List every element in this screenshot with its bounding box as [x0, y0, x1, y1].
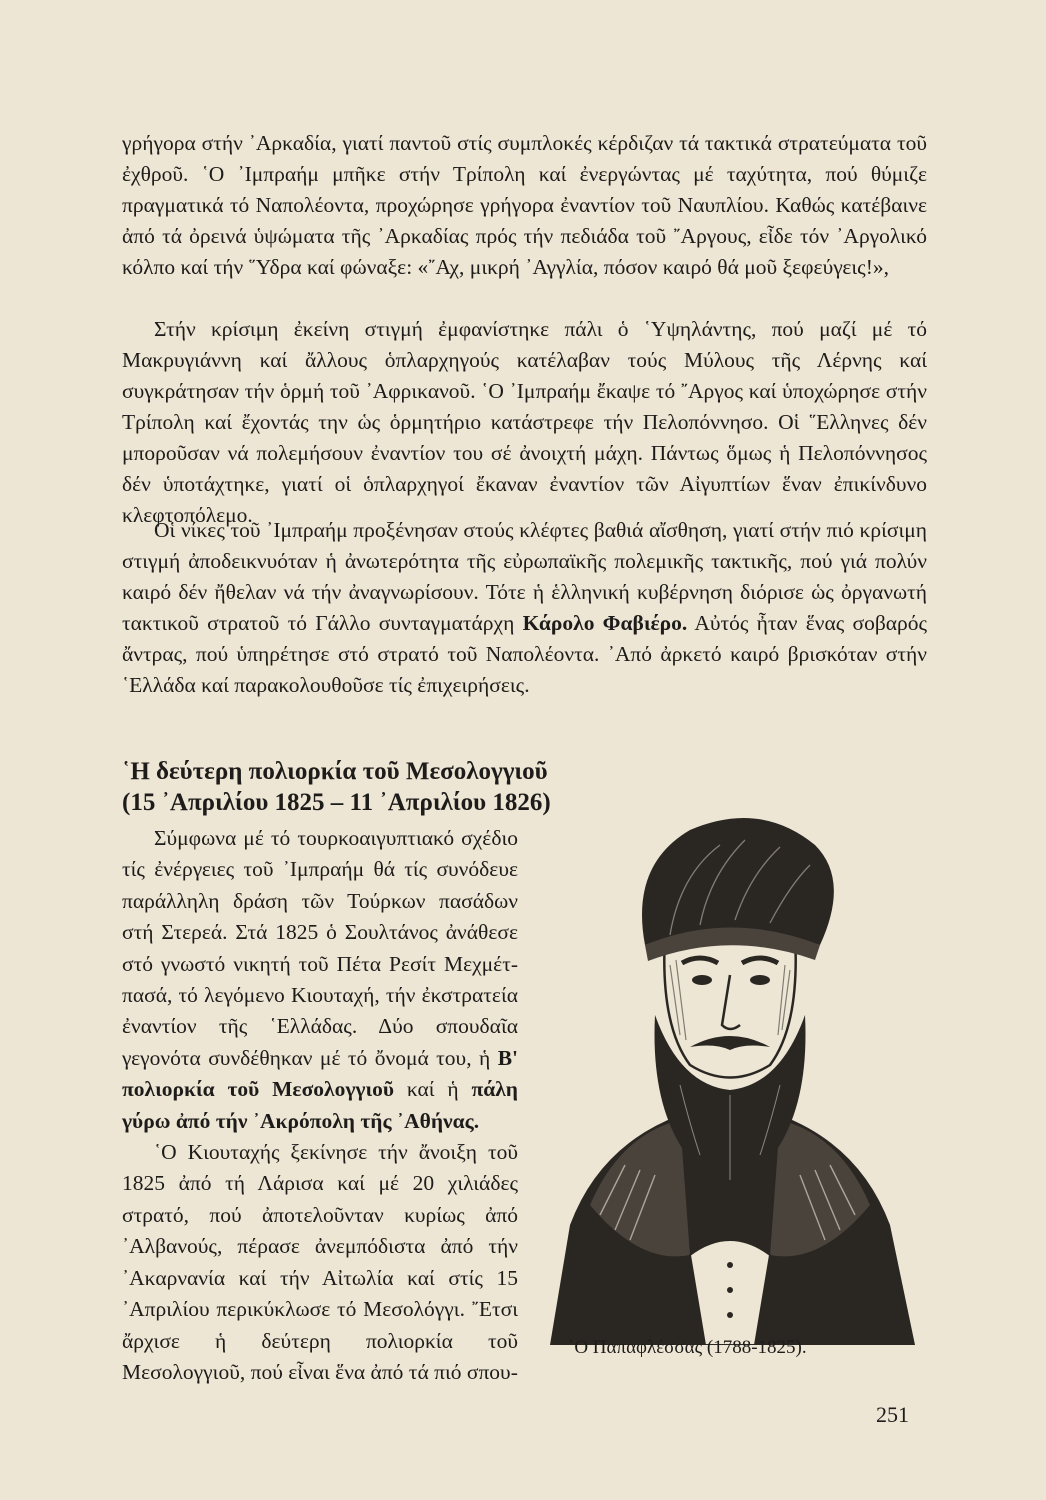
paragraph-2 [122, 314, 927, 531]
papaflessas-portrait-image [530, 785, 930, 1345]
section-body-text-and: καί ἡ [406, 1077, 459, 1102]
page-number: 251 [876, 1402, 909, 1427]
section-body [122, 823, 518, 1388]
section-heading [122, 756, 582, 818]
paragraph-3-text-a: Οἱ νίκες τοῦ ᾿Ιμπραήμ προξένησαν στούς κλέφτες βαθιά αἴσθηση, γιατί στήν πιό κρίσιμη στιγμή ἀποδεικνυόταν ἡ ἀνωτερότητα τῆς εὐρωπαϊκῆς πολεμικῆς τακτικῆς, πού γιά πολύν καιρό δέν ἤθελαν νά τήν ἀναγνωρίσουν. Τότε ἡ ἑλληνική κυβέρνηση διόρισε ὡς ὀργανωτή τακτικοῦ στρατοῦ τό Γάλλο συνταγματάρχη [122, 518, 927, 635]
portrait-illustration [530, 785, 930, 1345]
section-title-line-2: (15 ᾿Απριλίου 1825 – 11 ᾿Απριλίου 1826) [122, 789, 551, 816]
section-body-bold-2: πάλη γύρω ἀπό τήν ᾿Ακρόπολη τῆς ᾿Αθήνας. [122, 1077, 518, 1133]
portrait-caption: ῾Ο Παπαφλέσσας (1788-1825). [568, 1337, 807, 1358]
section-title-line-1: ῾Η δεύτερη πολιορκία τοῦ Μεσολογγιοῦ [122, 758, 548, 785]
paragraph-1 [122, 128, 927, 283]
paragraph-2-text: Στήν κρίσιμη ἐκείνη στιγμή ἐμφανίστηκε πάλι ὁ ῾Υψηλάντης, πού μαζί μέ τό Μακρυγιάννη καί ἄλλους ὁπλαρχηγούς κατέλαβαν τούς Μύλους τῆς Λέρνης καί συγκράτησαν τήν ὁρμή τοῦ ᾿Αφρικανοῦ. ῾Ο ᾿Ιμπραήμ ἔκαψε τό ῎Αργος καί ὑποχώρησε στήν Τρίπολη καί ἔχοντάς την ὡς ὁρμητήριο κατάστρεφε τήν Πελοπόννησο. Οἱ ῞Ελληνες δέν μποροῦσαν νά πολεμήσουν ἐναντίον του σέ ἀνοιχτή μάχη. Πάντως ὅμως ἡ Πελοπόννησος δέν ὑποτάχτηκε, γιατί οἱ ὁπλαρχηγοί ἔκαναν ἐναντίον τῶν Αἰγυπτίων ἕναν ἐπικίνδυνο κλεφτοπόλεμο. [122, 317, 927, 527]
paragraph-3-bold-name: Κάρολο Φαβιέρο. [522, 611, 688, 635]
section-body-text-b: ῾Ο Κιουταχής ξεκίνησε τήν ἄνοιξη τοῦ 1825 ἀπό τή Λάρισα καί μέ 20 χιλιάδες στρατό, πού ἀποτελοῦνταν κυρίως ἀπό ᾿Αλβανούς, πέρασε ἀνεμπόδιστα ἀπό τήν ᾿Ακαρνανία καί τήν Αἰτωλία καί στίς 15 ᾿Απριλίου περικύκλωσε τό Μεσολόγγι. ῎Ετσι ἄρχισε ἡ δεύτερη πολιορκία τοῦ Μεσολογγιοῦ, πού εἶναι ἕνα ἀπό τά πιό σπου- [122, 1140, 518, 1384]
section-body-text-a: Σύμφωνα μέ τό τουρκοαιγυπτιακό σχέδιο τίς ἐνέργειες τοῦ ᾿Ιμπραήμ θά τίς συνόδευε παράλληλη δράση τῶν Τούρκων πασάδων στή Στερεά. Στά 1825 ὁ Σουλτάνος ἀνάθεσε στό γνωστό νικητή τοῦ Πέτα Ρεσίτ Μεχμέτ-πασά, τό λεγόμενο Κιουταχή, τήν ἐκστρατεία ἐναντίον τῆς ῾Ελλάδας. Δύο σπουδαῖα γεγονότα συνδέθηκαν μέ τό ὄνομά του, ἡ [122, 826, 518, 1070]
section-body-bold-1: Β' πολιορκία τοῦ Μεσολογγιοῦ [122, 1045, 519, 1102]
paragraph-1-text: γρήγορα στήν ᾿Αρκαδία, γιατί παντοῦ στίς συμπλοκές κέρδιζαν τά τακτικά στρατεύματα τοῦ ἐχθροῦ. ῾Ο ᾿Ιμπραήμ μπῆκε στήν Τρίπολη καί ἐνεργώντας μέ ταχύτητα, πού θύμιζε πραγματικά τό Ναπολέοντα, προχώρησε γρήγορα ἐναντίον τοῦ Ναυπλίου. Καθώς κατέβαινε ἀπό τά ὀρεινά ὑψώματα τῆς ᾿Αρκαδίας πρός τήν πεδιάδα τοῦ ῎Αργους, εἶδε τόν ᾿Αργολικό κόλπο καί τήν ῞Υδρα καί φώναξε: «῎Αχ, μικρή ᾿Αγγλία, πόσον καιρό θά μοῦ ξεφεύγεις!», [122, 131, 927, 279]
paragraph-3 [122, 515, 927, 701]
paragraph-3-text-b: Αὐτός ἦταν ἕνας σοβαρός ἄντρας, πού ὑπηρέτησε στό στρατό τοῦ Ναπολέοντα. ᾿Από ἀρκετό καιρό βρισκόταν στήν ῾Ελλάδα καί παρακολουθοῦσε τίς ἐπιχειρήσεις. [122, 611, 928, 697]
